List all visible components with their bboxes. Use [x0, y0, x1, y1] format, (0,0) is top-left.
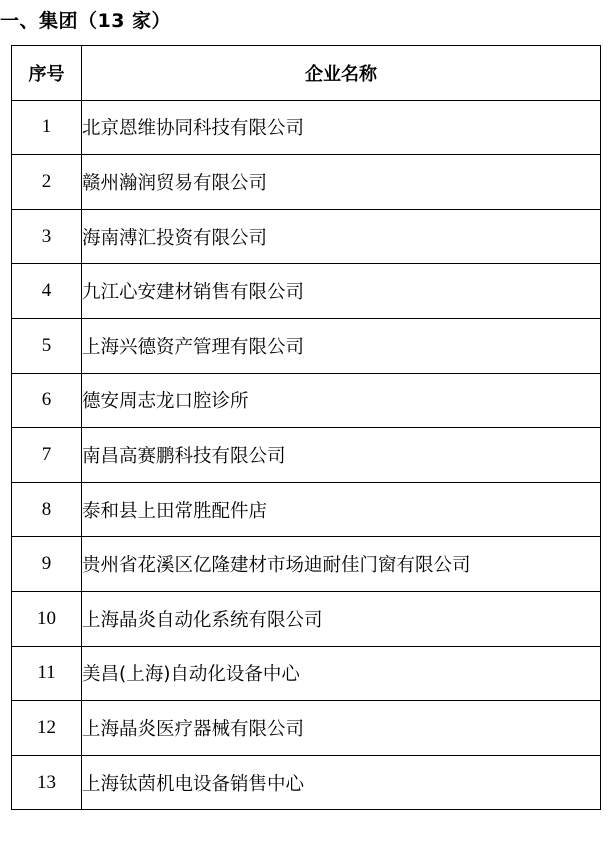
column-header-number: 序号	[12, 46, 82, 101]
company-name: 上海兴德资产管理有限公司	[82, 318, 601, 373]
table-row	[12, 264, 601, 319]
company-name: 九江心安建材销售有限公司	[82, 264, 601, 319]
table-row	[12, 318, 601, 373]
company-name: 上海晶炎医疗器械有限公司	[82, 701, 601, 756]
company-name: 上海钛茵机电设备销售中心	[82, 755, 601, 810]
row-number: 7	[12, 428, 82, 483]
row-number: 10	[12, 591, 82, 646]
row-number: 6	[12, 373, 82, 428]
table-row	[12, 373, 601, 428]
row-number: 1	[12, 100, 82, 155]
table-row	[12, 755, 601, 810]
table-row	[12, 209, 601, 264]
table-header-row	[12, 46, 601, 101]
company-name: 北京恩维协同科技有限公司	[82, 100, 601, 155]
row-number: 5	[12, 318, 82, 373]
table-row	[12, 646, 601, 701]
table-row	[12, 591, 601, 646]
table-row	[12, 155, 601, 210]
company-table	[11, 45, 601, 810]
row-number: 12	[12, 701, 82, 756]
company-name: 赣州瀚润贸易有限公司	[82, 155, 601, 210]
row-number: 8	[12, 482, 82, 537]
row-number: 3	[12, 209, 82, 264]
row-number: 2	[12, 155, 82, 210]
table-row	[12, 482, 601, 537]
table-row	[12, 428, 601, 483]
company-name: 贵州省花溪区亿隆建材市场迪耐佳门窗有限公司	[82, 537, 601, 592]
section-heading: 一、集团（13 家）	[0, 10, 172, 32]
company-name: 海南溥汇投资有限公司	[82, 209, 601, 264]
company-name: 泰和县上田常胜配件店	[82, 482, 601, 537]
table-row	[12, 537, 601, 592]
company-name: 南昌高赛鹏科技有限公司	[82, 428, 601, 483]
table-row	[12, 100, 601, 155]
column-header-company-name: 企业名称	[82, 46, 601, 101]
company-name: 上海晶炎自动化系统有限公司	[82, 591, 601, 646]
row-number: 4	[12, 264, 82, 319]
row-number: 11	[12, 646, 82, 701]
row-number: 9	[12, 537, 82, 592]
table-row	[12, 701, 601, 756]
row-number: 13	[12, 755, 82, 810]
company-name: 美昌(上海)自动化设备中心	[82, 646, 601, 701]
company-name: 德安周志龙口腔诊所	[82, 373, 601, 428]
